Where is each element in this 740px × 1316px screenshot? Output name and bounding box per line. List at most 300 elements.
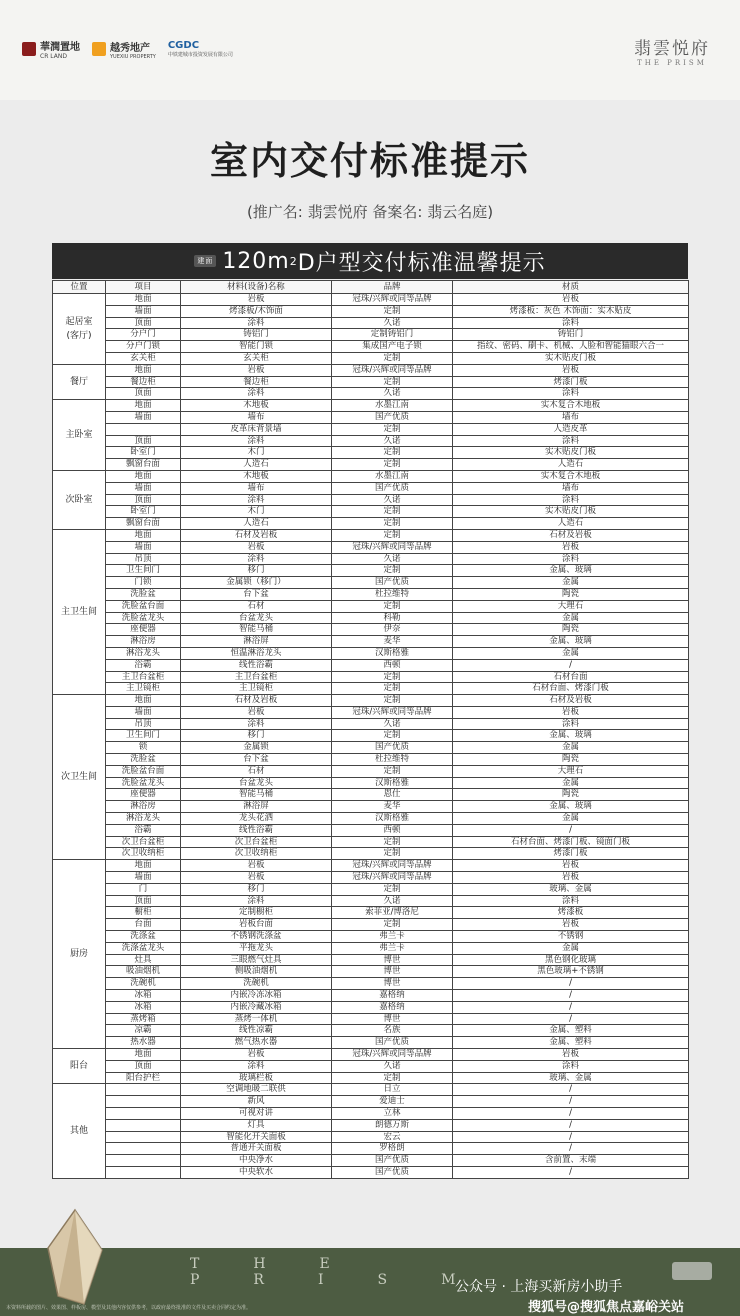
crland-mark-icon <box>22 42 36 56</box>
brand-cell: 定制 <box>332 695 453 707</box>
brand-cell: 索菲亚/博洛尼 <box>332 907 453 919</box>
brand-cell: 嘉格纳 <box>332 990 453 1002</box>
table-row <box>53 400 689 412</box>
position-cell: 厨房 <box>53 860 106 1049</box>
item-cell: 阳台护栏 <box>106 1072 181 1084</box>
table-row <box>53 565 689 577</box>
brand-cell: 定制 <box>332 1072 453 1084</box>
material-cell: 台下盆 <box>181 754 332 766</box>
material-cell: 洗碗机 <box>181 978 332 990</box>
table-row <box>53 1119 689 1131</box>
table-row <box>53 1155 689 1167</box>
table-body <box>53 294 689 1179</box>
item-cell: 洗碗机 <box>106 978 181 990</box>
texture-cell: 陶瓷 <box>453 588 689 600</box>
brand-cell: 日立 <box>332 1084 453 1096</box>
material-cell: 移门 <box>181 565 332 577</box>
item-cell: 分户门锁 <box>106 341 181 353</box>
texture-cell: 实木贴皮门板 <box>453 447 689 459</box>
crland-sub: CR LAND <box>40 53 67 60</box>
yuexiu-logo <box>92 39 156 60</box>
item-cell: 地面 <box>106 364 181 376</box>
brand-cell: 定制 <box>332 671 453 683</box>
material-cell: 石材及岩板 <box>181 529 332 541</box>
item-cell: 飘窗台面 <box>106 518 181 530</box>
texture-cell: 岩板 <box>453 364 689 376</box>
brand-cell: 国产优质 <box>332 1166 453 1178</box>
brand-cell: 定制 <box>332 836 453 848</box>
table-row <box>53 470 689 482</box>
texture-cell: 金属 <box>453 612 689 624</box>
material-cell: 侧吸油烟机 <box>181 966 332 978</box>
brand-cell: 嘉格纳 <box>332 1001 453 1013</box>
brand-cell: 定制 <box>332 529 453 541</box>
material-cell: 涂料 <box>181 1060 332 1072</box>
item-cell: 顶面 <box>106 317 181 329</box>
item-cell: 卫生间门 <box>106 730 181 742</box>
texture-cell: 岩板 <box>453 919 689 931</box>
material-cell: 石材 <box>181 765 332 777</box>
header <box>0 0 740 100</box>
brand-cell: 久诺 <box>332 388 453 400</box>
material-cell: 次卫收纳柜 <box>181 848 332 860</box>
item-cell <box>106 1119 181 1131</box>
item-cell: 地面 <box>106 695 181 707</box>
item-cell: 墙面 <box>106 541 181 553</box>
table-row <box>53 730 689 742</box>
texture-cell: 石材台面、烤漆门板、镜面门板 <box>453 836 689 848</box>
brand-cell: 杜拉维特 <box>332 588 453 600</box>
band-area: 120m <box>222 248 290 274</box>
brand-cell: 水墨江南 <box>332 400 453 412</box>
texture-cell: 涂料 <box>453 718 689 730</box>
brand-cell: 定制 <box>332 506 453 518</box>
table-row <box>53 695 689 707</box>
material-cell: 玄关柜 <box>181 352 332 364</box>
table-row <box>53 447 689 459</box>
material-cell: 定制橱柜 <box>181 907 332 919</box>
texture-cell: 金属、塑料 <box>453 1025 689 1037</box>
brand-cell: 冠珠/兴辉或同等品牌 <box>332 706 453 718</box>
brand-cell: 定制 <box>332 765 453 777</box>
item-cell: 洗脸盆龙头 <box>106 777 181 789</box>
texture-cell: 黑色玻璃+不锈钢 <box>453 966 689 978</box>
brand-cell: 国产优质 <box>332 742 453 754</box>
table-row <box>53 718 689 730</box>
table-row <box>53 813 689 825</box>
yuexiu-sub: YUEXIU PROPERTY <box>110 53 156 60</box>
brand-cell: 伊奈 <box>332 624 453 636</box>
delivery-standard-table <box>52 280 689 1179</box>
texture-cell: 岩板 <box>453 294 689 306</box>
texture-cell: 实木复合木地板 <box>453 400 689 412</box>
material-cell: 墙布 <box>181 411 332 423</box>
table-row <box>53 1107 689 1119</box>
texture-cell: 大理石 <box>453 600 689 612</box>
brand-cell: 博世 <box>332 954 453 966</box>
table-row <box>53 978 689 990</box>
item-cell: 锁 <box>106 742 181 754</box>
material-cell: 人造石 <box>181 459 332 471</box>
table-row <box>53 553 689 565</box>
table-row <box>53 341 689 353</box>
brand-cell: 久诺 <box>332 435 453 447</box>
material-cell: 涂料 <box>181 553 332 565</box>
texture-cell: 涂料 <box>453 435 689 447</box>
material-cell: 台盆龙头 <box>181 612 332 624</box>
texture-cell: / <box>453 1013 689 1025</box>
table-row <box>53 966 689 978</box>
material-cell: 涂料 <box>181 494 332 506</box>
table-row <box>53 990 689 1002</box>
texture-cell: 金属 <box>453 777 689 789</box>
brand-cell: 定制 <box>332 518 453 530</box>
texture-cell: 岩板 <box>453 706 689 718</box>
item-cell: 顶面 <box>106 494 181 506</box>
texture-cell: 金属、玻璃 <box>453 801 689 813</box>
texture-cell: / <box>453 978 689 990</box>
table-row <box>53 742 689 754</box>
col-header-material: 材料(设备)名称 <box>181 281 332 294</box>
table-row <box>53 506 689 518</box>
col-header-brand: 品牌 <box>332 281 453 294</box>
texture-cell: / <box>453 1001 689 1013</box>
item-cell: 洗脸盆 <box>106 588 181 600</box>
texture-cell: / <box>453 1166 689 1178</box>
item-cell: 淋浴房 <box>106 801 181 813</box>
material-cell: 淋浴屏 <box>181 636 332 648</box>
table-row <box>53 1001 689 1013</box>
item-cell: 主卫镜柜 <box>106 683 181 695</box>
brand-cell: 爱迪士 <box>332 1096 453 1108</box>
table-row <box>53 364 689 376</box>
material-cell: 岩板 <box>181 860 332 872</box>
table-row <box>53 883 689 895</box>
texture-cell: 烤漆门板 <box>453 848 689 860</box>
table-row <box>53 754 689 766</box>
table-row <box>53 541 689 553</box>
item-cell: 洗脸盆 <box>106 754 181 766</box>
item-cell: 卫生间门 <box>106 565 181 577</box>
brand-cell: 定制 <box>332 423 453 435</box>
material-cell: 涂料 <box>181 388 332 400</box>
material-cell: 普通开关面板 <box>181 1143 332 1155</box>
texture-cell: 实木贴皮门板 <box>453 352 689 364</box>
brand-cell: 冠珠/兴辉或同等品牌 <box>332 860 453 872</box>
texture-cell: 大理石 <box>453 765 689 777</box>
crland-logo <box>22 38 80 60</box>
brand-cell: 久诺 <box>332 494 453 506</box>
material-cell: 岩板 <box>181 541 332 553</box>
material-cell: 恒温淋浴龙头 <box>181 647 332 659</box>
texture-cell: 涂料 <box>453 553 689 565</box>
texture-cell: 岩板 <box>453 860 689 872</box>
material-cell: 岩板 <box>181 1049 332 1061</box>
table-row <box>53 777 689 789</box>
brand-cell: 汉斯格雅 <box>332 813 453 825</box>
brand-cell: 国产优质 <box>332 1155 453 1167</box>
crystal-logo-icon <box>40 1208 110 1308</box>
table-row <box>53 388 689 400</box>
material-cell: 涂料 <box>181 718 332 730</box>
texture-cell: 含前置、末端 <box>453 1155 689 1167</box>
texture-cell: 人造石 <box>453 518 689 530</box>
brand-cell: 西顿 <box>332 824 453 836</box>
item-cell: 门锁 <box>106 577 181 589</box>
material-cell: 平拖龙头 <box>181 942 332 954</box>
brand-cell: 定制 <box>332 459 453 471</box>
texture-cell: 烤漆板：灰色 木饰面：实木贴皮 <box>453 305 689 317</box>
table-row <box>53 577 689 589</box>
item-cell: 墙面 <box>106 872 181 884</box>
brand-cell: 定制 <box>332 447 453 459</box>
texture-cell: 人造皮革 <box>453 423 689 435</box>
brand-cell: 定制 <box>332 683 453 695</box>
item-cell: 顶面 <box>106 895 181 907</box>
material-cell: 智能马桶 <box>181 624 332 636</box>
material-cell: 主卫台盆柜 <box>181 671 332 683</box>
table-row <box>53 836 689 848</box>
band-text: D户型交付标准温馨提示 <box>297 250 546 276</box>
texture-cell: 金属 <box>453 577 689 589</box>
brand-cell: 久诺 <box>332 718 453 730</box>
table-row <box>53 659 689 671</box>
brand-cell: 定制 <box>332 376 453 388</box>
item-cell: 飘窗台面 <box>106 459 181 471</box>
texture-cell: 石材台面 <box>453 671 689 683</box>
item-cell: 地面 <box>106 470 181 482</box>
table-row <box>53 1072 689 1084</box>
table-row <box>53 683 689 695</box>
texture-cell: 涂料 <box>453 317 689 329</box>
brand-cell: 国产优质 <box>332 482 453 494</box>
item-cell: 顶面 <box>106 388 181 400</box>
texture-cell: 金属 <box>453 813 689 825</box>
item-cell <box>106 1131 181 1143</box>
developer-logos <box>22 38 233 60</box>
brand-cell: 麦华 <box>332 636 453 648</box>
position-cell: 次卫生间 <box>53 695 106 860</box>
table-row <box>53 482 689 494</box>
table-row <box>53 376 689 388</box>
item-cell: 凉霸 <box>106 1025 181 1037</box>
table-row <box>53 1096 689 1108</box>
item-cell: 卧室门 <box>106 447 181 459</box>
texture-cell: / <box>453 1143 689 1155</box>
brand-cell: 国产优质 <box>332 577 453 589</box>
item-cell: 灶具 <box>106 954 181 966</box>
material-cell: 次卫台盆柜 <box>181 836 332 848</box>
footer-fine-print: 本资料所载的图片、效果图、样板房、模型及其他内容仅供参考，以政府最终批准的文件及买卖合同约定为准。 <box>6 1305 252 1311</box>
item-cell: 浴霸 <box>106 659 181 671</box>
brand-cell: 恩仕 <box>332 789 453 801</box>
texture-cell: 玻璃、金属 <box>453 1072 689 1084</box>
table-row <box>53 801 689 813</box>
texture-cell: 岩板 <box>453 1049 689 1061</box>
item-cell: 台面 <box>106 919 181 931</box>
brand-cell: 冠珠/兴辉或同等品牌 <box>332 364 453 376</box>
brand-cell: 水墨江南 <box>332 470 453 482</box>
texture-cell: 金属、塑料 <box>453 1037 689 1049</box>
brand-cell: 西顿 <box>332 659 453 671</box>
brand-cell: 博世 <box>332 1013 453 1025</box>
item-cell: 地面 <box>106 400 181 412</box>
material-cell: 木门 <box>181 447 332 459</box>
texture-cell: 金属、玻璃 <box>453 565 689 577</box>
texture-cell: 涂料 <box>453 895 689 907</box>
table-row <box>53 624 689 636</box>
yuexiu-name: 越秀地产 <box>110 42 150 54</box>
brand-cn: 翡雲悦府 <box>634 39 710 59</box>
item-cell: 浴霸 <box>106 824 181 836</box>
texture-cell: 岩板 <box>453 541 689 553</box>
brand-cell: 杜拉维特 <box>332 754 453 766</box>
table-row <box>53 459 689 471</box>
item-cell: 墙面 <box>106 411 181 423</box>
table-row <box>53 1166 689 1178</box>
brand-cell: 博世 <box>332 978 453 990</box>
col-header-item: 项目 <box>106 281 181 294</box>
cgdc-sub: 中铁建城市投资发展有限公司 <box>167 52 233 58</box>
item-cell: 淋浴龙头 <box>106 647 181 659</box>
crland-name: 華潤置地 <box>40 42 80 53</box>
col-header-texture: 材质 <box>453 281 689 294</box>
table-row <box>53 1025 689 1037</box>
material-cell: 台下盆 <box>181 588 332 600</box>
brand-cell: 定制铸铝门 <box>332 329 453 341</box>
texture-cell: 实木复合木地板 <box>453 470 689 482</box>
brand-en: THE PRISM <box>637 59 707 67</box>
material-cell: 木地板 <box>181 470 332 482</box>
page-subtitle: (推广名: 翡雲悦府 备案名: 翡云名庭) <box>246 203 494 221</box>
item-cell: 地面 <box>106 1049 181 1061</box>
material-cell: 台盆龙头 <box>181 777 332 789</box>
brand-cell: 久诺 <box>332 1060 453 1072</box>
texture-cell: 指纹、密码、刷卡、机械、人脸和智能猫眼六合一 <box>453 341 689 353</box>
position-cell: 次卧室 <box>53 470 106 529</box>
material-cell: 线性浴霸 <box>181 659 332 671</box>
texture-cell: / <box>453 1131 689 1143</box>
item-cell: 次卫台盆柜 <box>106 836 181 848</box>
item-cell: 洗脸盆台面 <box>106 600 181 612</box>
brand-cell: 定制 <box>332 848 453 860</box>
brand-cell: 博世 <box>332 966 453 978</box>
table-row <box>53 671 689 683</box>
band-sup: 2 <box>289 254 298 268</box>
table-row <box>53 600 689 612</box>
position-cell: 主卧室 <box>53 400 106 471</box>
brand-cell: 汉斯格雅 <box>332 647 453 659</box>
material-cell: 墙布 <box>181 482 332 494</box>
table-row <box>53 352 689 364</box>
table-row <box>53 1049 689 1061</box>
watermark-wechat: 公众号 · 上海买新房小助手 <box>455 1279 623 1295</box>
material-cell: 餐边柜 <box>181 376 332 388</box>
material-cell: 岩板 <box>181 872 332 884</box>
material-cell: 金属锁 <box>181 742 332 754</box>
texture-cell: / <box>453 659 689 671</box>
material-cell: 内嵌冷冻冰箱 <box>181 990 332 1002</box>
item-cell: 洗涤盆 <box>106 931 181 943</box>
table-row <box>53 612 689 624</box>
texture-cell: 岩板 <box>453 872 689 884</box>
texture-cell: / <box>453 1084 689 1096</box>
yuexiu-mark-icon <box>92 42 106 56</box>
material-cell: 涂料 <box>181 317 332 329</box>
texture-cell: / <box>453 1119 689 1131</box>
brand-cell: 麦华 <box>332 801 453 813</box>
cgdc-logo <box>168 40 233 58</box>
brand-cell: 弗兰卡 <box>332 942 453 954</box>
material-cell: 三眼燃气灶具 <box>181 954 332 966</box>
texture-cell: 烤漆板 <box>453 907 689 919</box>
material-cell: 中央净水 <box>181 1155 332 1167</box>
watermark-sohu: 搜狐号@搜狐焦点嘉峪关站 <box>528 1300 685 1315</box>
material-cell: 智能化开关面板 <box>181 1131 332 1143</box>
cgdc-name: CGDC <box>167 40 200 51</box>
item-cell: 冰箱 <box>106 1001 181 1013</box>
item-cell: 分户门 <box>106 329 181 341</box>
brand-cell: 定制 <box>332 305 453 317</box>
material-cell: 烤漆板/木饰面 <box>181 305 332 317</box>
table-row <box>53 317 689 329</box>
material-cell: 石材 <box>181 600 332 612</box>
item-cell: 门 <box>106 883 181 895</box>
table-header-row <box>53 281 689 294</box>
table-row <box>53 942 689 954</box>
material-cell: 涂料 <box>181 895 332 907</box>
material-cell: 石材及岩板 <box>181 695 332 707</box>
texture-cell: 不锈钢 <box>453 931 689 943</box>
texture-cell: / <box>453 990 689 1002</box>
item-cell: 淋浴龙头 <box>106 813 181 825</box>
table-row <box>53 954 689 966</box>
texture-cell: 铸铝门 <box>453 329 689 341</box>
brand-cell: 定制 <box>332 883 453 895</box>
brand-cell: 集成国产电子锁 <box>332 341 453 353</box>
material-cell: 移门 <box>181 730 332 742</box>
texture-cell: 金属 <box>453 742 689 754</box>
item-cell: 卧室门 <box>106 506 181 518</box>
texture-cell: 金属 <box>453 942 689 954</box>
item-cell <box>106 1084 181 1096</box>
material-cell: 灯具 <box>181 1119 332 1131</box>
texture-cell: 黑色钢化玻璃 <box>453 954 689 966</box>
table-row <box>53 907 689 919</box>
item-cell: 橱柜 <box>106 907 181 919</box>
table-row <box>53 824 689 836</box>
title-area <box>0 100 740 260</box>
item-cell <box>106 1155 181 1167</box>
texture-cell: 墙布 <box>453 411 689 423</box>
brand-cell: 国产优质 <box>332 411 453 423</box>
texture-cell: 陶瓷 <box>453 754 689 766</box>
table-row <box>53 1037 689 1049</box>
material-cell: 空调地暖二联供 <box>181 1084 332 1096</box>
brand-cell: 久诺 <box>332 553 453 565</box>
texture-cell: / <box>453 1096 689 1108</box>
item-cell: 顶面 <box>106 435 181 447</box>
material-cell: 淋浴屏 <box>181 801 332 813</box>
material-cell: 智能门锁 <box>181 341 332 353</box>
item-cell: 吸油烟机 <box>106 966 181 978</box>
table-row <box>53 435 689 447</box>
item-cell: 洗脸盆台面 <box>106 765 181 777</box>
material-cell: 主卫镜柜 <box>181 683 332 695</box>
table-row <box>53 706 689 718</box>
texture-cell: / <box>453 1107 689 1119</box>
material-cell: 岩板 <box>181 706 332 718</box>
